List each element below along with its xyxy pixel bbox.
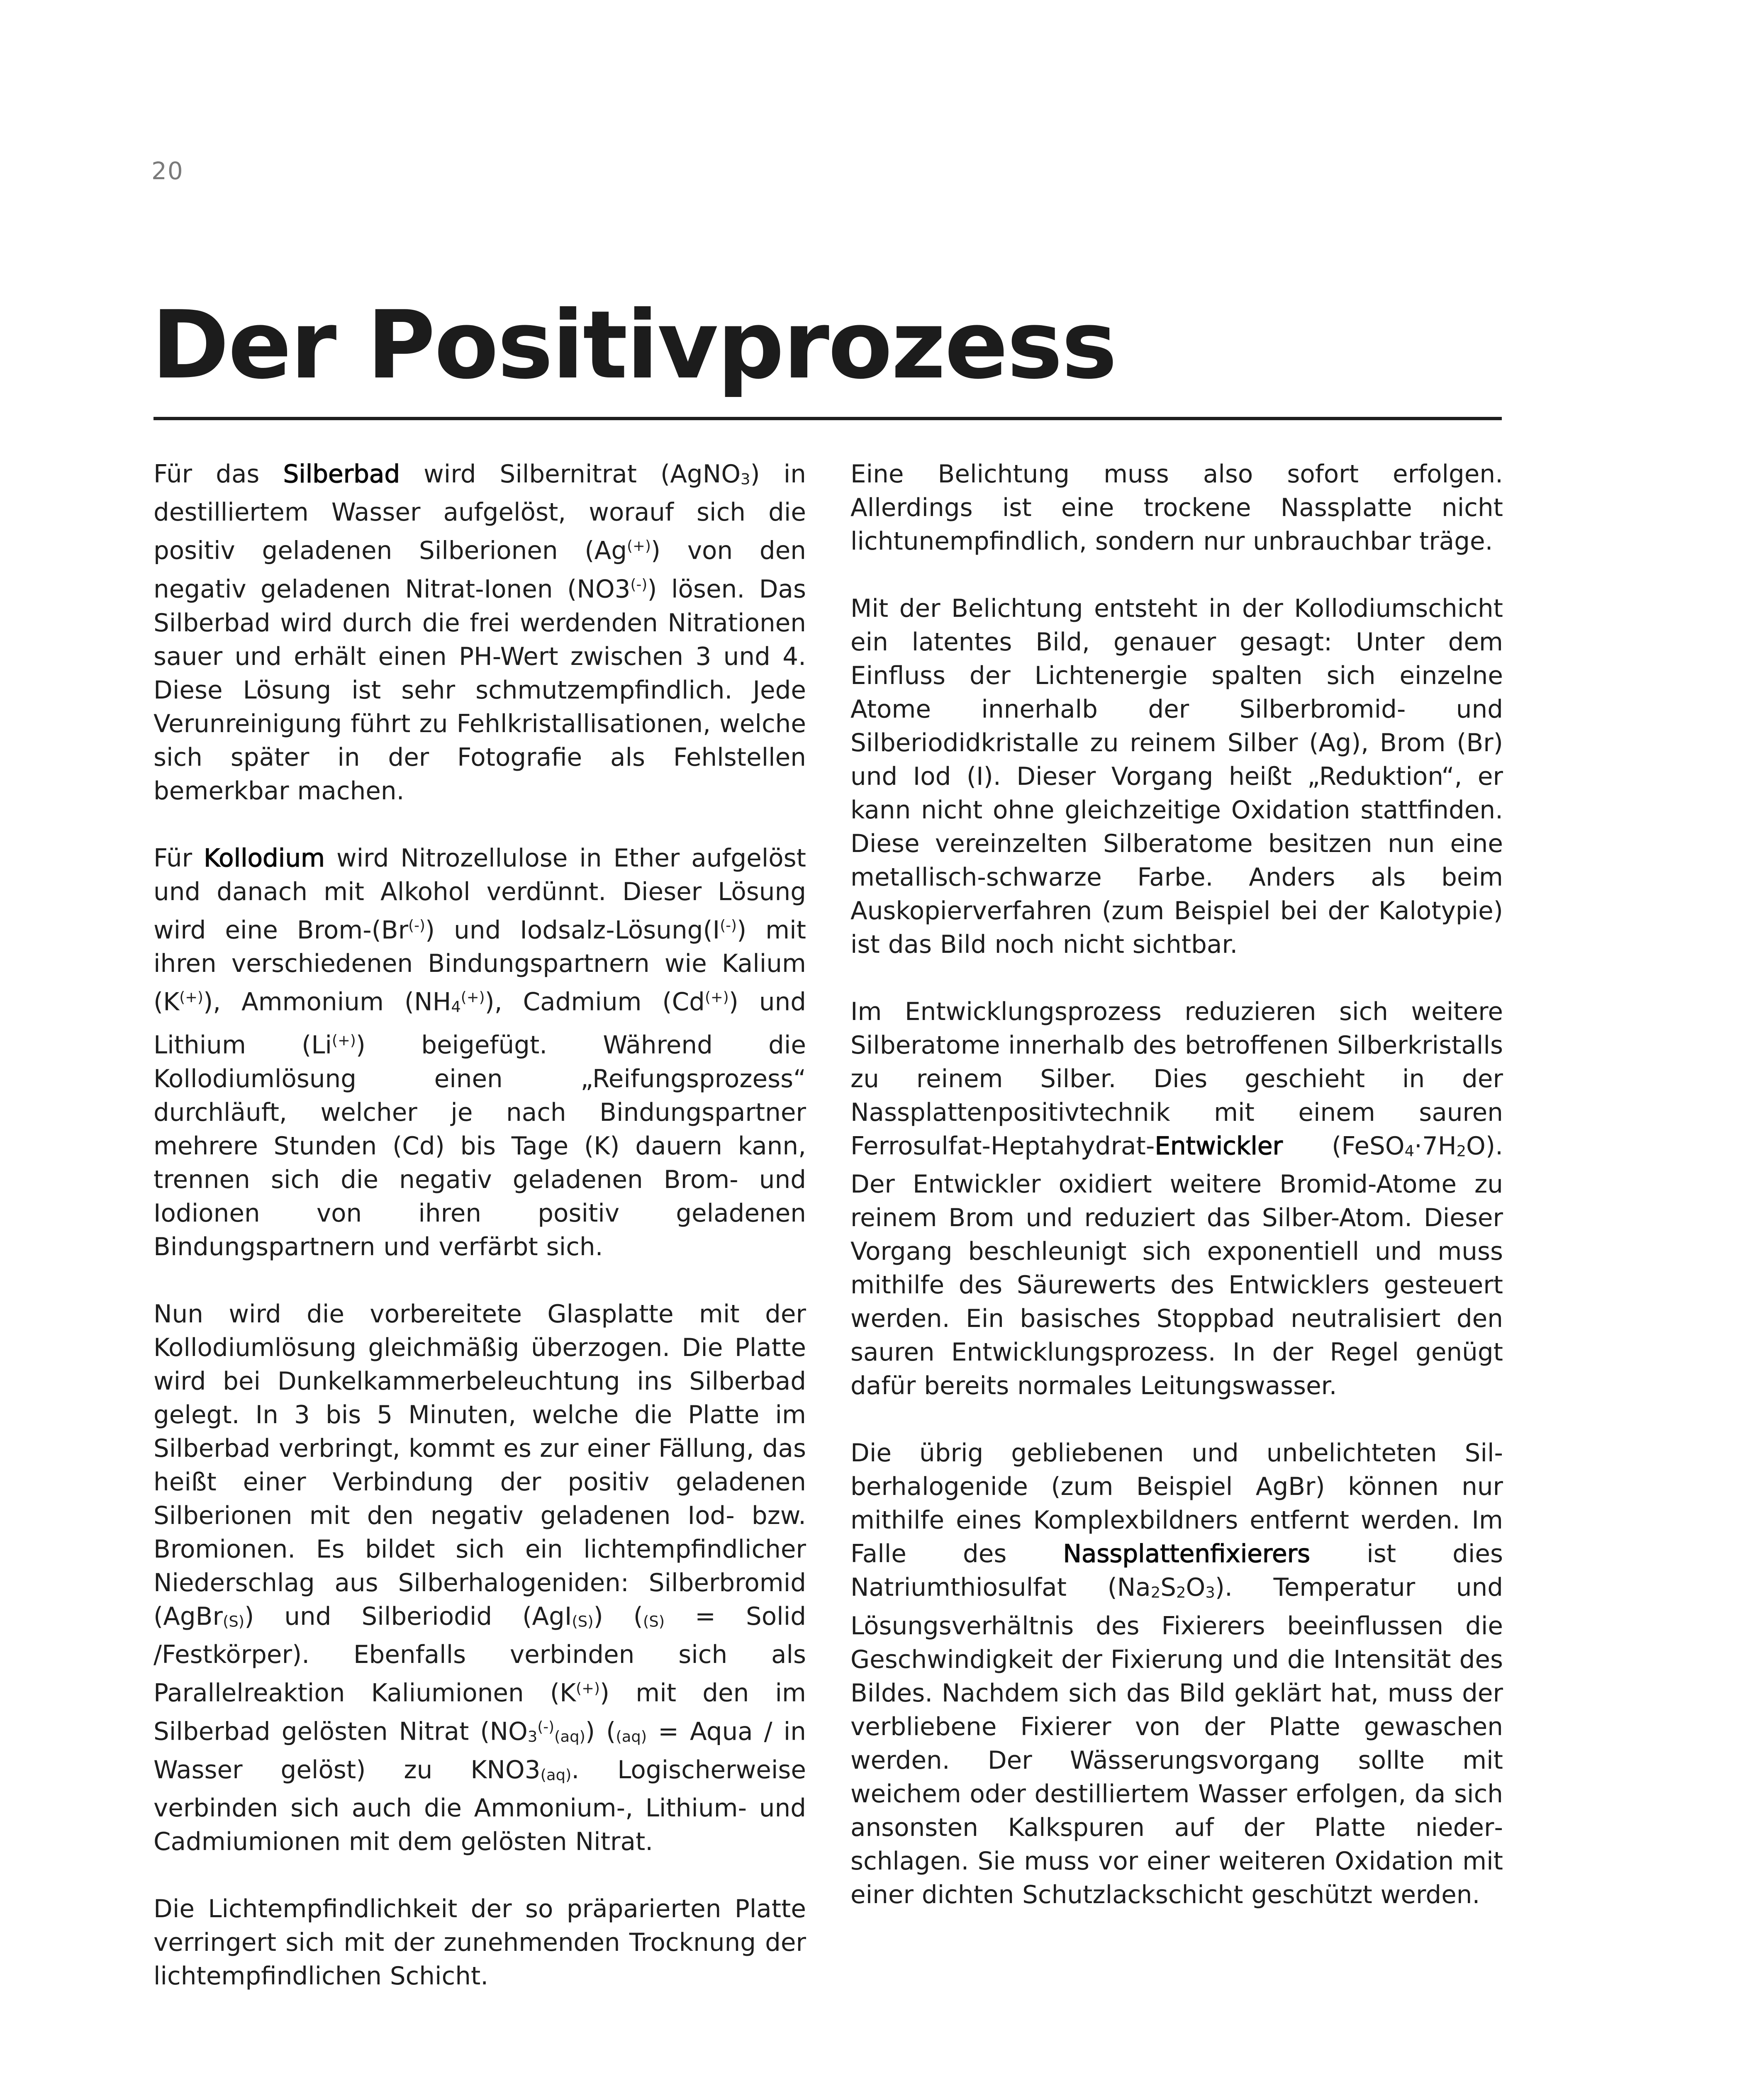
paragraph xyxy=(850,995,1503,1403)
text-run: ) und Iodsalz-Lösung(I xyxy=(425,916,720,945)
subscript: (S) xyxy=(643,1612,665,1631)
subscript: (aq) xyxy=(554,1728,585,1746)
superscript: (+) xyxy=(576,1680,600,1697)
text-run: ·7H xyxy=(1414,1132,1457,1161)
left-column xyxy=(153,458,806,1993)
subscript: 2 xyxy=(1150,1583,1161,1602)
text-run: ) mit ihren verschiedenen Bindungspartnern wie Kalium (K xyxy=(153,916,806,1017)
text-run: = Solid /Festkörper). Ebenfalls verbinden sich als Parallelreaktion Kaliumionen (K xyxy=(153,1602,806,1708)
superscript: (-) xyxy=(630,576,648,594)
text-run: = Aqua / in Wasser gelöst) zu KNO3 xyxy=(153,1717,806,1785)
paragraph xyxy=(850,1436,1503,1911)
subscript: 2 xyxy=(1176,1583,1186,1602)
text-run: Die Lichtempfindlichkeit der so präparierten Platte verringert sich mit der zunehmenden Trocknung der lichtempfindlichen Schicht. xyxy=(153,1895,806,1991)
superscript: (-) xyxy=(408,917,425,934)
text-run: . Logischerweise verbinden sich auch die Ammonium-, Lithium- und Cadmiumionen mit dem gelösten Nitrat. xyxy=(153,1756,806,1857)
superscript: (+) xyxy=(627,538,651,555)
text-run: ) von den negativ geladenen Nitrat-Ionen (NO3 xyxy=(153,537,806,604)
key-term: Silberbad xyxy=(283,460,400,489)
subscript: 2 xyxy=(1456,1142,1467,1160)
text-run: (FeSO xyxy=(1282,1132,1405,1161)
text-run: ) ( xyxy=(585,1717,616,1746)
superscript: (-) xyxy=(537,1719,555,1736)
text-run: O xyxy=(1186,1573,1206,1602)
text-run: Für xyxy=(153,844,204,873)
paragraph xyxy=(153,458,806,808)
subscript: 3 xyxy=(1205,1583,1215,1602)
subscript: 4 xyxy=(1404,1142,1415,1160)
text-run: Nun wird die vorbereitete Glasplatte mit der Kollodiumlösung gleichmäßig überzogen. Die Platte wird bei Dunkelkammerbeleuchtung ins Silberbad gelegt. In 3 bis 5 Minuten, welche die Platte im Silberbad verbringt, kommt es zur einer Fällung, das heißt einer Verbindung der positiv geladenen Silberionen mit den negativ geladenen Iod- bzw. Bromionen. Es bildet sich ein lichtempfindlicher Niederschlag aus Silberhalogeniden: Silberbromid (AgBr xyxy=(153,1300,806,1631)
superscript: (+) xyxy=(332,1032,356,1049)
text-run: ) und Silberiodid (AgI xyxy=(244,1602,572,1631)
subscript: (aq) xyxy=(616,1728,647,1746)
title-rule xyxy=(153,417,1502,420)
superscript: (+) xyxy=(179,989,203,1006)
paragraph xyxy=(153,1297,806,1859)
key-term: Nassplattenfixierers xyxy=(1063,1540,1311,1569)
paragraph xyxy=(153,1892,806,1993)
page-number: 20 xyxy=(151,157,184,185)
text-run: ) und Lithium (Li xyxy=(153,988,806,1060)
page-title: Der Positivprozess xyxy=(151,291,1116,400)
paragraph xyxy=(850,592,1503,962)
paragraph xyxy=(850,458,1503,558)
text-run: ) in destilliertem Wasser aufgelöst, worauf sich die positiv geladenen Silberionen (Ag xyxy=(153,460,806,566)
subscript: 3 xyxy=(741,470,750,488)
text-run: wird Nitrozellulose in Ether aufgelöst und danach mit Alkohol verdünnt. Dieser Lösung wird eine Brom-(Br xyxy=(153,844,806,945)
superscript: (-) xyxy=(720,917,737,934)
text-run: Im Entwicklungsprozess reduzieren sich weitere Silberatome innerhalb des betroffenen Silberkristalls zu reinem Silber. Dies geschieht in der Nassplattenpositivtechnik mit einem sauren Ferrosulfat-Heptahydrat- xyxy=(850,998,1503,1161)
subscript: (aq) xyxy=(540,1766,572,1784)
paragraph xyxy=(153,842,806,1264)
text-run: S xyxy=(1160,1573,1176,1602)
text-run: Eine Belichtung muss also sofort erfolgen. Allerdings ist eine trockene Nassplatte nicht lichtunempfindlich, sondern nur unbrauchbar träge. xyxy=(850,460,1503,556)
text-run: Mit der Belichtung entsteht in der Kollodiumschicht ein latentes Bild, genauer gesagt: Unter dem Einfluss der Lichtenergie spalten sich einzelne Atome innerhalb der Silberbromid- und Silberiodidkristalle zu reinem Silber (Ag), Brom (Br) und Iod (I). Dieser Vorgang heißt „Reduktion“, er kann nicht ohne gleichzeitige Oxidation stattfinden. Diese vereinzelten Silberatome besitzen nun eine metallisch-schwarze Farbe. Anders als beim Auskopierverfahren (zum Beispiel bei der Kalotypie) ist das Bild noch nicht sichtbar. xyxy=(850,594,1503,959)
text-run: ) lösen. Das Silberbad wird durch die frei werdenden Nitrationen sauer und erhält einen PH-Wert zwischen 3 und 4. Diese Lösung ist sehr schmutzempfindlich. Jede Verunreinigung führt zu Fehlkristallisationen, welche sich später in der Fotografie als Fehlstellen bemerkbar machen. xyxy=(153,575,806,806)
text-run: O). Der Entwickler oxidiert weitere Bromid-Atome zu reinem Brom und reduziert das Silber-Atom. Dieser Vorgang beschleunigt sich exponentiell und muss mithilfe des Säurewerts des Entwicklers gesteuert werden. Ein basisches Stoppbad neutralisiert den sauren Entwicklungsprozess. In der Regel genügt dafür bereits normales Leitungswasser. xyxy=(850,1132,1503,1401)
superscript: (+) xyxy=(704,989,729,1006)
text-run: Für das xyxy=(153,460,283,489)
text-run: ) mit den im Silberbad gelösten Nitrat (NO xyxy=(153,1679,806,1746)
subscript: (S) xyxy=(222,1612,245,1631)
text-run: ) beigefügt. Während die Kollodiumlösung einen „Reifungsprozess“ durchläuft, welcher je nach Bindungspartner mehrere Stunden (Cd) bis Tage (K) dauern kann, trennen sich die negativ geladenen Brom- und Iodionen von ihren positiv geladenen Bindungspartnern und verfärbt sich. xyxy=(153,1031,806,1261)
text-run: ), Ammonium (NH xyxy=(203,988,451,1017)
superscript: (+) xyxy=(460,989,485,1006)
subscript: 4 xyxy=(451,998,461,1016)
right-column xyxy=(850,458,1503,1912)
key-term: Entwickler xyxy=(1155,1132,1283,1161)
subscript: (S) xyxy=(572,1612,594,1631)
text-run: ist dies Natriumthiosulfat (Na xyxy=(850,1540,1503,1602)
key-term: Kollodium xyxy=(204,844,325,873)
text-run: ). Temperatur und Lösungsverhältnis des Fixierers beeinflussen die Geschwindigkeit der Fixierung und die Intensität des Bildes. Nachdem sich das Bild geklärt hat, muss der verbliebene Fixierer von der Platte gewaschen werden. Der Wässerungsvorgang sollte mit weichem oder destilliertem Wasser erfolgen, da sich ansonsten Kalkspuren auf der Platte niederschlagen. Sie muss vor einer weiteren Oxidation mit einer dichten Schutzlackschicht geschützt werden. xyxy=(850,1573,1503,1909)
text-run: wird Silbernitrat (AgNO xyxy=(400,460,741,489)
text-run: ), Cadmium (Cd xyxy=(485,988,705,1017)
subscript: 3 xyxy=(527,1728,538,1746)
text-run: ) ( xyxy=(593,1602,643,1631)
text-run: Die übrig gebliebenen und unbelichteten Silberhalogenide (zum Beispiel AgBr) können nur mithilfe eines Komplexbildners entfernt werden. Im Falle des xyxy=(850,1439,1503,1569)
